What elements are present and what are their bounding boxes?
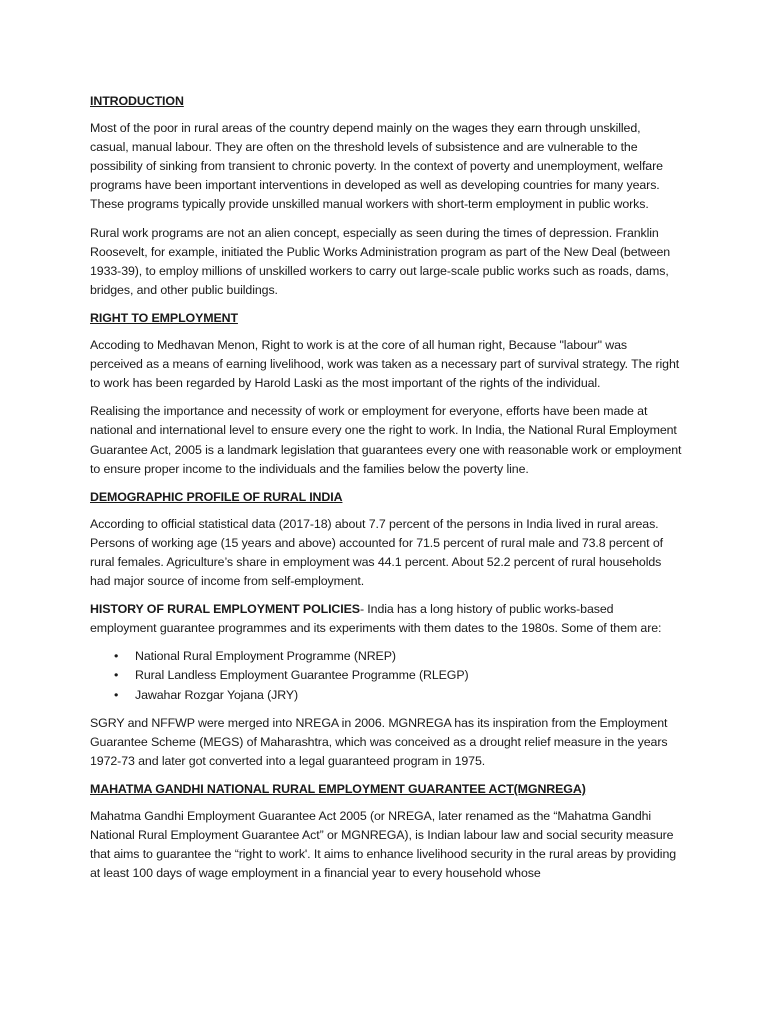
introduction-paragraph-1: Most of the poor in rural areas of the country depend mainly on the wages they earn through unskilled, casual, manual labour. They are often on the threshold levels of subsistence and are vulnerable to the possibility of sinking from transient to chronic poverty. In the context of poverty and unemployment, welfare programs have been important interventions in developed as well as developing countries for many years. These programs typically provide unskilled manual workers with short-term employment in public works. (90, 121, 663, 212)
bullet-icon: • (114, 687, 119, 702)
list-item-text: Rural Landless Employment Guarantee Programme (RLEGP) (135, 668, 469, 683)
introduction-heading: INTRODUCTION (90, 94, 184, 108)
document-page (90, 92, 682, 892)
mgnrega-heading: MAHATMA GANDHI NATIONAL RURAL EMPLOYMENT GUARANTEE ACT(MGNREGA) (90, 781, 586, 796)
history-paragraph (90, 600, 682, 638)
demographic-profile-heading: DEMOGRAPHIC PROFILE OF RURAL INDIA (90, 489, 343, 504)
bullet-icon: • (114, 668, 119, 683)
history-programme-list (90, 647, 682, 704)
introduction-paragraph-2: Rural work programs are not an alien concept, especially as seen during the times of depression. Franklin Roosevelt, for example, initiated the Public Works Administration program as part of the New Deal (between 1933-39), to employ millions of unskilled workers to carry out large-scale public works such as roads, dams, bridges, and other public buildings. (90, 225, 671, 297)
right-to-employment-paragraph-1: Accoding to Medhavan Menon, Right to work is at the core of all human right, Because "labour" was perceived as a means of earning livelihood, work was taken as a necessary part of survival strategy. The right to work has been regarded by Harold Laski as the most important of the rights of the individual. (90, 338, 680, 391)
history-heading: HISTORY OF RURAL EMPLOYMENT POLICIES (90, 602, 360, 617)
list-item (114, 686, 682, 705)
bullet-icon: • (114, 649, 119, 664)
right-to-employment-heading: RIGHT TO EMPLOYMENT (90, 310, 238, 325)
history-paragraph-2: SGRY and NFFWP were merged into NREGA in 2006. MGNREGA has its inspiration from the Employment Guarantee Scheme (MEGS) of Maharashtra, which was conceived as a drought relief measure in the years 1972-73 and later got converted into a legal guaranteed program in 1975. (90, 715, 668, 768)
list-item (114, 647, 682, 666)
mgnrega-paragraph: Mahatma Gandhi Employment Guarantee Act 2005 (or NREGA, later renamed as the “Mahatma Gandhi National Rural Employment Guarantee Act” or MGNREGA), is Indian labour law and social security measure that aims to guarantee the “right to work'. It aims to enhance livelihood security in the rural areas by providing at least 100 days of wage employment in a financial year to every household whose (90, 809, 677, 881)
right-to-employment-paragraph-2: Realising the importance and necessity of work or employment for everyone, efforts have been made at national and international level to ensure every one the right to work. In India, the National Rural Employment Guarantee Act, 2005 is a landmark legislation that guarantees every one with reasonable work or employment to ensure proper income to the individuals and the families below the poverty line. (90, 404, 682, 476)
list-item (114, 666, 682, 685)
list-item-text: Jawahar Rozgar Yojana (JRY) (135, 687, 299, 702)
demographic-profile-paragraph: According to official statistical data (2017-18) about 7.7 percent of the persons in India lived in rural areas. Persons of working age (15 years and above) accounted for 71.5 percent of rural male and 73.8 percent of rural females. Agriculture’s share in employment was 44.1 percent. About 52.2 percent of rural households had major source of income from self-employment. (90, 516, 664, 589)
list-item-text: National Rural Employment Programme (NREP) (135, 649, 396, 664)
history-text: - India has a long history of public works-based employment guarantee programmes and its experiments with them dates to the 1980s. Some of them are: (90, 602, 662, 636)
